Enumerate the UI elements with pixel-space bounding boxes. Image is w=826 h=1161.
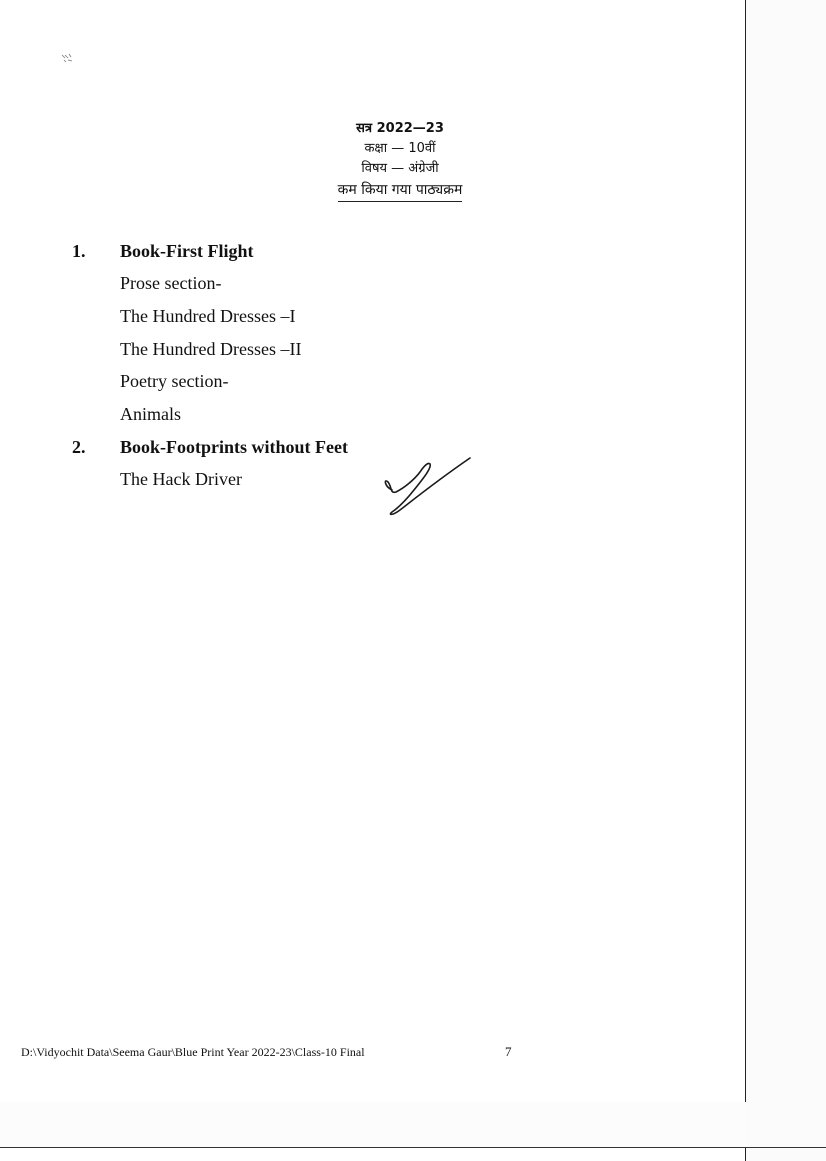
subject-heading: विषय — अंग्रेजी <box>361 161 439 176</box>
list-item: Animals <box>120 404 181 424</box>
class-heading: कक्षा — 10वीं <box>364 141 436 156</box>
scan-margin-shade <box>746 0 826 1161</box>
reduced-syllabus-heading: कम किया गया पाठ्यक्रम <box>338 180 463 202</box>
list-item: The Hundred Dresses –I <box>120 306 296 326</box>
list-item: Poetry section- <box>120 371 229 391</box>
list-item: The Hack Driver <box>120 469 242 489</box>
scan-edge-bottom <box>0 1147 826 1148</box>
section-title: Book-First Flight <box>120 241 254 261</box>
scan-bottom-shade <box>0 1102 746 1147</box>
handwritten-signature <box>378 452 478 518</box>
list-item: Prose section- <box>120 273 222 293</box>
scan-edge-right <box>745 0 746 1161</box>
page-number: 7 <box>505 1044 512 1059</box>
session-heading: सत्र 2022—23 <box>356 121 444 136</box>
document-header <box>300 119 500 202</box>
scan-speck-mark <box>60 52 76 64</box>
section-title: Book-Footprints without Feet <box>120 437 348 457</box>
footer-file-path: D:\Vidyochit Data\Seema Gaur\Blue Print Year 2022-23\Class-10 Final <box>21 1045 365 1059</box>
list-item: The Hundred Dresses –II <box>120 339 302 359</box>
section-number: 2. <box>72 437 86 457</box>
section-number: 1. <box>72 241 86 261</box>
